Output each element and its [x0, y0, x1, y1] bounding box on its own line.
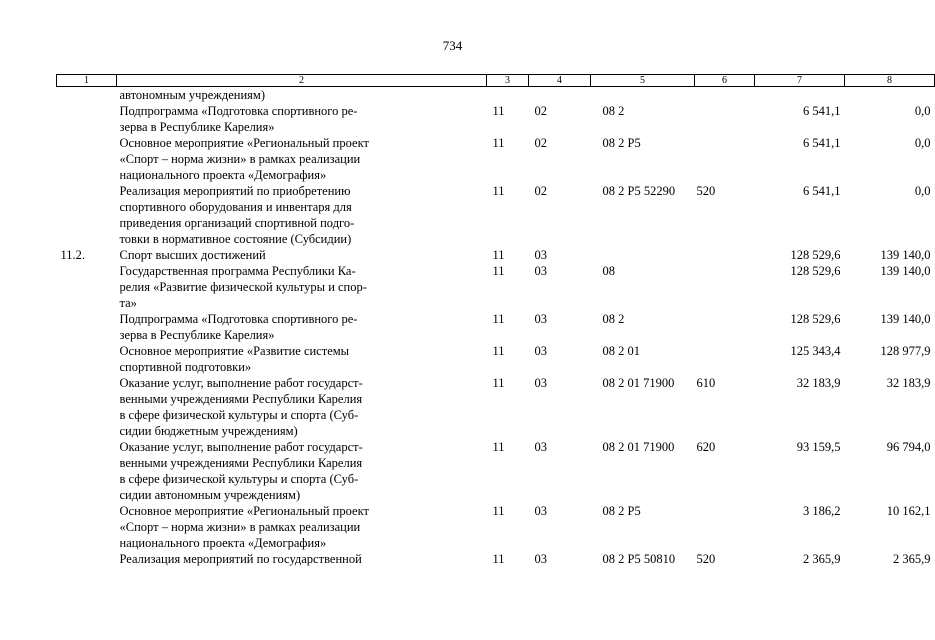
row-name-line: Государственная программа Республики Ка-	[119, 264, 356, 278]
row-expense-type-cell	[695, 247, 755, 263]
row-subsection-cell: 02	[534, 184, 547, 198]
row-expense-type-cell	[695, 263, 755, 311]
row-name-cell	[117, 183, 487, 247]
row-subsection-cell: 03	[534, 264, 547, 278]
row-name-line: национального проекта «Демография»	[119, 168, 327, 182]
row-section-cell: 11	[492, 440, 505, 454]
row-target-item-cell	[591, 87, 695, 104]
row-amount-year1-cell: 128 529,6	[790, 264, 841, 278]
row-amount-year2-cell: 139 140,0	[880, 264, 931, 278]
row-amount-year2-cell: 0,0	[914, 104, 931, 118]
row-name-cell	[117, 375, 487, 439]
row-name-line: сидии бюджетным учреждениям)	[119, 424, 298, 438]
row-code-cell	[57, 135, 117, 183]
row-target-item-cell: 08 2 01	[602, 344, 640, 358]
row-name-line: венными учреждениями Республики Карелия	[119, 456, 363, 470]
row-amount-year1-cell: 93 159,5	[796, 440, 841, 454]
row-name-line: венными учреждениями Республики Карелия	[119, 392, 363, 406]
table-header	[57, 75, 935, 87]
row-section-cell: 11	[492, 504, 505, 518]
row-target-item-cell: 08 2 P5 52290	[602, 184, 676, 198]
header-row	[57, 75, 935, 87]
row-amount-year2-cell: 0,0	[914, 184, 931, 198]
row-amount-year2-cell: 128 977,9	[880, 344, 931, 358]
row-section-cell: 11	[492, 184, 505, 198]
row-name-line: та»	[119, 296, 137, 310]
row-subsection-cell: 03	[534, 440, 547, 454]
row-name-line: Подпрограмма «Подготовка спортивного ре-	[119, 104, 358, 118]
row-name-line: Основное мероприятие «Региональный проект	[119, 504, 369, 518]
row-section-cell: 11	[492, 376, 505, 390]
row-name-line: национального проекта «Демография»	[119, 536, 327, 550]
row-amount-year2-cell: 32 183,9	[886, 376, 931, 390]
page-number: 734	[442, 38, 463, 53]
row-name-line: «Спорт – норма жизни» в рамках реализации	[119, 152, 361, 166]
row-name-line: зерва в Республике Карелия»	[119, 120, 275, 134]
row-amount-year1-cell: 6 541,1	[803, 184, 841, 198]
row-target-item-cell: 08 2	[602, 312, 625, 326]
row-expense-type-cell	[695, 103, 755, 135]
row-code-cell	[57, 87, 117, 104]
row-target-item-cell: 08 2 P5	[602, 136, 641, 150]
row-expense-type-cell	[695, 135, 755, 183]
row-code-cell	[57, 503, 117, 551]
row-name-line: Спорт высших достижений	[119, 248, 266, 262]
column-header-3: 3	[487, 75, 529, 87]
row-name-line: Реализация мероприятий по государственной	[119, 552, 362, 566]
row-name-line: приведения организаций спортивной подго-	[119, 216, 355, 230]
table-body	[57, 87, 935, 568]
row-name-cell	[117, 439, 487, 503]
row-expense-type-cell: 520	[696, 552, 716, 566]
column-header-6: 6	[695, 75, 755, 87]
row-name-line: Подпрограмма «Подготовка спортивного ре-	[119, 312, 358, 326]
row-amount-year1-cell: 2 365,9	[803, 552, 841, 566]
row-subsection-cell: 03	[534, 552, 547, 566]
row-name-cell	[117, 343, 487, 375]
budget-table	[56, 74, 935, 567]
row-code-cell	[57, 375, 117, 439]
row-code-cell: 11.2.	[60, 248, 86, 262]
row-amount-year1-cell: 128 529,6	[790, 248, 841, 262]
table-row	[57, 135, 935, 183]
row-name-line: спортивного оборудования и инвентаря для	[119, 200, 352, 214]
table-row	[57, 439, 935, 503]
row-target-item-cell: 08 2	[602, 104, 625, 118]
column-header-1: 1	[57, 75, 117, 87]
row-name-line: «Спорт – норма жизни» в рамках реализации	[119, 520, 361, 534]
column-header-7: 7	[755, 75, 845, 87]
row-amount-year1-cell: 125 343,4	[790, 344, 841, 358]
row-amount-year2-cell: 10 162,1	[886, 504, 931, 518]
row-expense-type-cell: 620	[696, 440, 716, 454]
row-subsection-cell: 02	[534, 136, 547, 150]
row-subsection-cell: 03	[534, 344, 547, 358]
row-section-cell: 11	[492, 344, 505, 358]
row-expense-type-cell	[695, 343, 755, 375]
table-row	[57, 263, 935, 311]
row-name-cell	[117, 311, 487, 343]
table-row	[57, 375, 935, 439]
row-code-cell	[57, 311, 117, 343]
row-subsection-cell	[529, 87, 591, 104]
row-amount-year2-cell: 0,0	[914, 136, 931, 150]
row-target-item-cell: 08 2 01 71900	[602, 376, 675, 390]
row-name-line: релия «Развитие физической культуры и спор-	[119, 280, 367, 294]
row-expense-type-cell: 610	[696, 376, 716, 390]
row-code-cell	[57, 439, 117, 503]
row-section-cell	[487, 87, 529, 104]
row-amount-year1-cell: 6 541,1	[803, 104, 841, 118]
row-section-cell: 11	[492, 312, 505, 326]
row-section-cell: 11	[492, 552, 505, 566]
row-name-line: зерва в Республике Карелия»	[119, 328, 275, 342]
row-name-cell	[117, 503, 487, 551]
column-header-4: 4	[529, 75, 591, 87]
row-name-line: Основное мероприятие «Региональный проект	[119, 136, 369, 150]
row-name-line: в сфере физической культуры и спорта (Суб-	[119, 472, 359, 486]
table-row	[57, 87, 935, 104]
table-row	[57, 503, 935, 551]
row-subsection-cell: 02	[534, 104, 547, 118]
row-name-cell	[117, 551, 487, 567]
row-amount-year1-cell: 32 183,9	[796, 376, 841, 390]
row-target-item-cell	[591, 247, 695, 263]
row-amount-year1-cell: 128 529,6	[790, 312, 841, 326]
row-name-line: сидии автономным учреждениям)	[119, 488, 301, 502]
row-name-line: в сфере физической культуры и спорта (Суб-	[119, 408, 359, 422]
row-name-cell	[117, 247, 487, 263]
row-section-cell: 11	[492, 248, 505, 262]
row-name-line: Реализация мероприятий по приобретению	[119, 184, 351, 198]
row-name-line: Оказание услуг, выполнение работ государст-	[119, 376, 363, 390]
row-code-cell	[57, 103, 117, 135]
table-row	[57, 343, 935, 375]
row-name-cell	[117, 103, 487, 135]
row-subsection-cell: 03	[534, 376, 547, 390]
row-expense-type-cell	[695, 87, 755, 104]
row-amount-year1-cell: 3 186,2	[803, 504, 841, 518]
row-name-cell	[117, 135, 487, 183]
row-code-cell	[57, 551, 117, 567]
row-subsection-cell: 03	[534, 312, 547, 326]
row-amount-year2-cell: 139 140,0	[880, 312, 931, 326]
table-row	[57, 551, 935, 567]
column-header-8: 8	[845, 75, 935, 87]
row-subsection-cell: 03	[534, 504, 547, 518]
row-amount-year1-cell: 6 541,1	[803, 136, 841, 150]
row-target-item-cell: 08 2 P5	[602, 504, 641, 518]
row-target-item-cell: 08 2 P5 50810	[602, 552, 676, 566]
row-section-cell: 11	[492, 264, 505, 278]
row-subsection-cell: 03	[534, 248, 547, 262]
row-expense-type-cell	[695, 311, 755, 343]
table-row	[57, 311, 935, 343]
row-name-line: спортивной подготовки»	[119, 360, 252, 374]
column-header-2: 2	[117, 75, 487, 87]
row-code-cell	[57, 183, 117, 247]
row-amount-year2-cell: 96 794,0	[886, 440, 931, 454]
row-code-cell	[57, 343, 117, 375]
table-row	[57, 247, 935, 263]
row-amount-year1-cell	[755, 87, 845, 104]
row-target-item-cell: 08	[602, 264, 615, 278]
row-expense-type-cell	[695, 503, 755, 551]
table-row	[57, 103, 935, 135]
row-section-cell: 11	[492, 104, 505, 118]
row-name-cell	[117, 263, 487, 311]
row-amount-year2-cell: 139 140,0	[880, 248, 931, 262]
row-code-cell	[57, 263, 117, 311]
row-name-line: Основное мероприятие «Развитие системы	[119, 344, 350, 358]
table-row	[57, 183, 935, 247]
row-name-line: товки в нормативное состояние (Субсидии)	[119, 232, 352, 246]
row-amount-year2-cell	[845, 87, 935, 104]
row-name-line: Оказание услуг, выполнение работ государст-	[119, 440, 363, 454]
row-section-cell: 11	[492, 136, 505, 150]
row-amount-year2-cell: 2 365,9	[893, 552, 931, 566]
row-expense-type-cell: 520	[696, 184, 716, 198]
row-name-cell	[117, 87, 487, 104]
row-target-item-cell: 08 2 01 71900	[602, 440, 675, 454]
column-header-5: 5	[591, 75, 695, 87]
row-name-line: автономным учреждениям)	[119, 88, 266, 102]
